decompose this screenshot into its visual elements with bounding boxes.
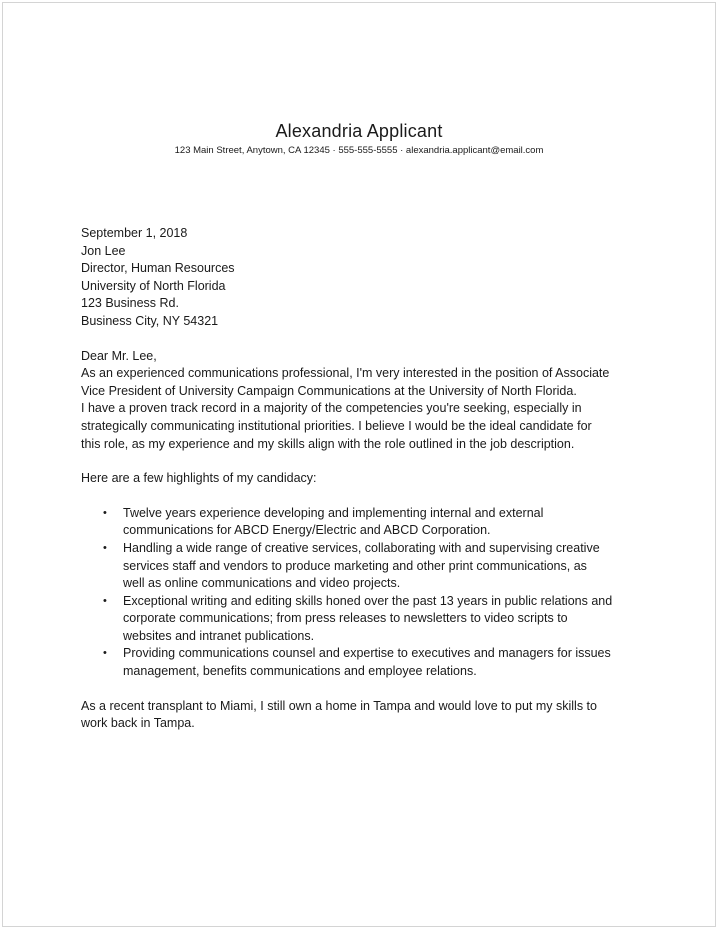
bullet-icon: • — [103, 506, 107, 519]
intro-paragraph — [81, 365, 661, 453]
letterhead — [3, 119, 715, 158]
closing-line: work back in Tampa. — [81, 716, 195, 731]
highlights-intro: Here are a few highlights of my candidacy: — [81, 471, 317, 486]
list-item-line: well as online communications and video projects. — [123, 576, 401, 591]
list-item — [103, 540, 661, 593]
list-item — [103, 645, 661, 680]
highlights-list — [81, 505, 661, 681]
list-item-line: corporate communications; from press releases to newsletters to video scripts to — [123, 611, 568, 626]
letter-body — [81, 225, 661, 733]
contact-line: 123 Main Street, Anytown, CA 12345 · 555-555-5555 · alexandria.applicant@email.com — [174, 145, 544, 156]
list-item-line: websites and intranet publications. — [123, 628, 315, 643]
list-item-line: Providing communications counsel and expertise to executives and managers for issues — [123, 646, 611, 661]
bullet-icon: • — [103, 541, 107, 554]
list-item-line: management, benefits communications and employee relations. — [123, 664, 477, 679]
list-item-line: services staff and vendors to produce marketing and other print communications, as — [123, 558, 587, 573]
intro-line: Vice President of University Campaign Communications at the University of North Florida. — [81, 383, 577, 398]
recipient-city: Business City, NY 54321 — [81, 313, 219, 328]
letter-date: September 1, 2018 — [81, 226, 188, 240]
bullet-icon: • — [103, 594, 107, 607]
recipient-organization: University of North Florida — [81, 278, 226, 293]
recipient-title: Director, Human Resources — [81, 261, 235, 276]
list-item — [103, 505, 661, 540]
list-item-line: Handling a wide range of creative services, collaborating with and supervising creative — [123, 540, 600, 555]
intro-line: I have a proven track record in a majority of the competencies you're seeking, especially in — [81, 401, 582, 416]
applicant-name: Alexandria Applicant — [275, 121, 443, 141]
bullet-icon: • — [103, 647, 107, 660]
list-item-line: Twelve years experience developing and implementing internal and external — [123, 505, 544, 520]
intro-line: this role, as my experience and my skills align with the role outlined in the job description. — [81, 436, 575, 451]
letter-page — [2, 2, 716, 927]
salutation: Dear Mr. Lee, — [81, 348, 157, 363]
recipient-block — [81, 243, 661, 331]
closing-line: As a recent transplant to Miami, I still own a home in Tampa and would love to put my skills to — [81, 698, 597, 713]
intro-line: As an experienced communications professional, I'm very interested in the position of Associate — [81, 366, 610, 381]
list-item-line: Exceptional writing and editing skills honed over the past 13 years in public relations and — [123, 593, 613, 608]
list-item — [103, 593, 661, 646]
recipient-name: Jon Lee — [81, 243, 126, 258]
intro-line: strategically communicating institutional priorities. I believe I would be the ideal candidate for — [81, 418, 592, 433]
recipient-street: 123 Business Rd. — [81, 296, 179, 311]
closing-paragraph — [81, 698, 661, 733]
list-item-line: communications for ABCD Energy/Electric and ABCD Corporation. — [123, 523, 491, 538]
